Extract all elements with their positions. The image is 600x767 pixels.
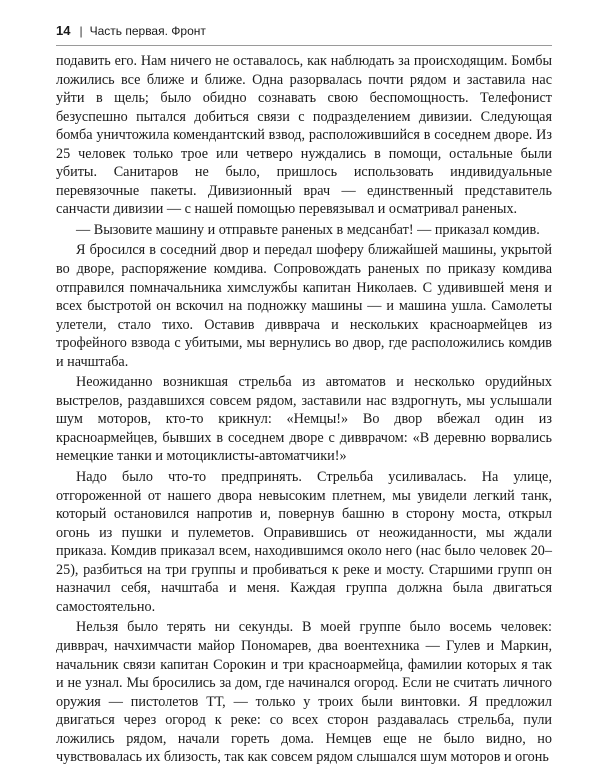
paragraph: Надо было что-то предпринять. Стрельба усиливалась. На улице, отгороженной от нашего двора невысоким плетнем, мы увидели легкий танк, который остановился напротив и, повернув башню в сторону моста, открыл огонь из пушки и пулеметов. Оправившись от неожиданности, мы ждали приказа. Комдив приказал всем, находившимся около него (нас было человек 20–25), разбиться на три группы и пробиваться к реке и мосту. Старшими групп он назначил себя, начштаба и меня. Каждая группа должна была двигаться самостоятельно. (56, 469, 552, 615)
paragraph: подавить его. Нам ничего не оставалось, как наблюдать за происходящим. Бомбы ложились все ближе и ближе. Одна разорвалась почти рядом и заставила нас уйти в щель; было обидно сознавать свою беспомощность. Телефонист безуспешно пытался добиться связи с подразделением дивизии. Следующая бомба уничтожила комендантский взвод, расположившийся в соседнем дворе. Из 25 человек только трое или четверо нуждались в помощи, остальные были убиты. Санитаров не было, пришлось использовать индивидуальные перевязочные пакеты. Дивизионный врач — единственный представитель санчасти дивизии — с нашей помощью перевязывал и осматривал раненых. (56, 53, 552, 218)
paragraph: Неожиданно возникшая стрельба из автоматов и несколько орудийных выстрелов, раздавшихся совсем рядом, заставили нас вздрогнуть, мы услышали шум моторов, кто-то крикнул: «Немцы!» Во двор вбежал один из красноармейцев, бывших в соседнем дворе с дивврачом: «В деревню ворвались немецкие танки и мотоциклисты-автоматчики!» (56, 374, 552, 465)
page-number: 14 (56, 23, 71, 38)
paragraph: Я бросился в соседний двор и передал шоферу ближайшей машины, укрытой во дворе, распоряжение комдива. Сопровождать раненых по приказу комдива отправился помначальника химслужбы капитан Николаев. С удивившей меня и всех быстротой он вскочил на подножку машины — и машина ушла. Самолеты улетели, стало тихо. Оставив дивврача и нескольких красноармейцев из трофейного взвода с убитыми, мы вернулись во двор, где расположились комдив и начштаба. (56, 242, 552, 370)
body-text (56, 52, 552, 767)
paragraph: — Вызовите машину и отправьте раненых в медсанбат! — приказал комдив. (76, 221, 540, 238)
header-rule (56, 45, 552, 46)
section-title: Часть первая. Фронт (89, 24, 206, 38)
running-head (56, 22, 552, 40)
book-page (56, 22, 552, 767)
header-separator: | (79, 24, 83, 38)
paragraph: Нельзя было терять ни секунды. В моей группе было восемь человек: дивврач, начхимчасти майор Пономарев, два воентехника — Гулев и Маркин, начальник связи капитан Сорокин и три красноармейца, фамилии которых я так и не узнал. Мы бросились за дом, где начинался огород. Если не считать личного оружия — пистолетов ТТ, — только у троих были винтовки. Я предложил двигаться через огород к реке: со всех сторон раздавалась стрельба, пули ложились рядом, начали гореть дома. Немцев еще не было видно, но чувствовалась их близость, так как совсем рядом слышался шум моторов и огонь (56, 619, 552, 766)
